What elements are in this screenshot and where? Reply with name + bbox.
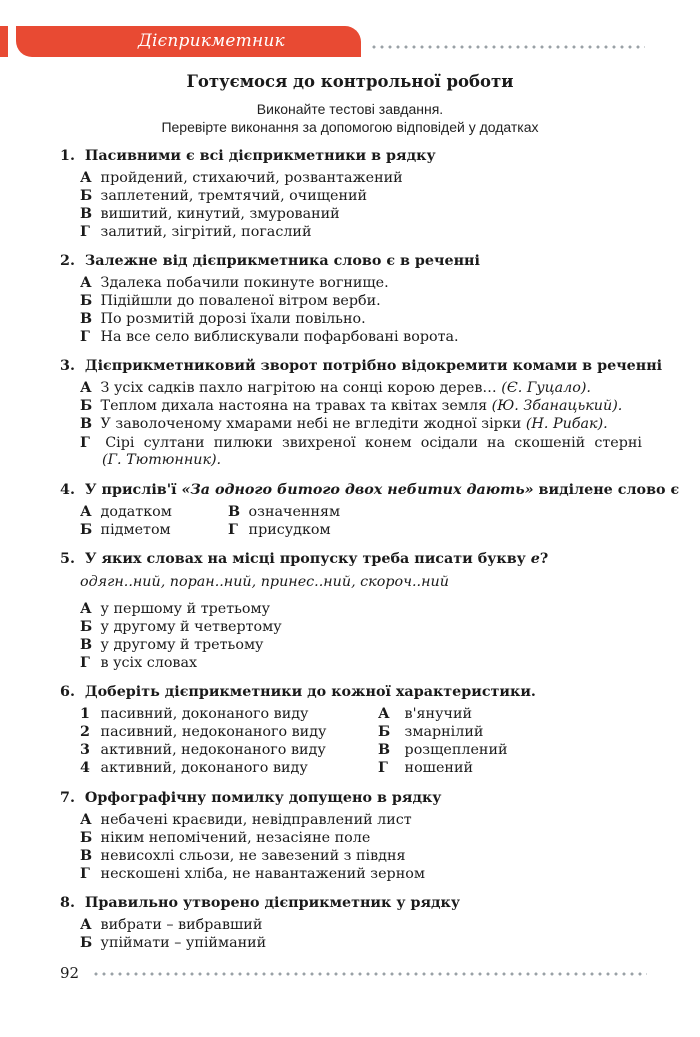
question-2: 2. Залежне від дієприкметника слово є в реченні xyxy=(60,253,480,269)
answer-option: Б Підійшли до поваленої вітром верби. xyxy=(80,293,381,309)
instruction-line: Виконайте тестові завдання. xyxy=(256,101,444,117)
footer-dotted-line xyxy=(92,972,647,976)
answer-option: В По розмитій дорозі їхали повільно. xyxy=(80,311,366,327)
question-5: 5. У яких словах на місці пропуску треба писати букву е? xyxy=(60,551,549,567)
answer-option: А небачені краєвиди, невідправлений лист xyxy=(80,812,412,828)
answer-option: Б заплетений, тремтячий, очищений xyxy=(80,188,368,204)
answer-option: В означенням xyxy=(228,504,341,520)
answer-option: Г ношений xyxy=(378,760,474,776)
characteristic-item: 1 пасивний, доконаного виду xyxy=(80,706,309,722)
question-7: 7. Орфографічну помилку допущено в рядку xyxy=(60,790,442,806)
header-dotted-line xyxy=(370,45,645,49)
answer-option: Г в усіх словах xyxy=(80,655,198,671)
question-4: 4. У прислів'ї «За одного битого двох небитих дають» виділене слово є xyxy=(60,482,680,498)
answer-option: А Здалека побачили покинуте вогнище. xyxy=(80,275,389,291)
answer-option: Б змарнілий xyxy=(378,724,484,740)
answer-option: Б підметом xyxy=(80,522,171,538)
answer-option: В У заволоченому хмарами небі не вгледіти жодної зірки (Н. Рибак). xyxy=(80,416,608,432)
question-6: 6. Доберіть дієприкметники до кожної характеристики. xyxy=(60,684,536,700)
answer-option: Г присудком xyxy=(228,522,331,538)
word-list: одягн..ний, поран..ний, принес..ний, скороч..ний xyxy=(80,574,449,590)
section-title: Дієприкметник xyxy=(138,31,285,51)
answer-option: А вибрати – вибравший xyxy=(80,917,263,933)
answer-option: Б Теплом дихала настояна на травах та квітах земля (Ю. Збанацький). xyxy=(80,398,623,414)
answer-option: Г Сірі султани пилюки звихреної конем осідали на скошеній стерні xyxy=(80,435,643,451)
characteristic-item: 3 активний, недоконаного виду xyxy=(80,742,326,758)
answer-option: В невисохлі сльози, не завезений з півдня xyxy=(80,848,406,864)
author-citation: (Г. Тютюнник). xyxy=(102,452,222,468)
answer-option: А пройдений, стихаючий, розвантажений xyxy=(80,170,403,186)
question-3: 3. Дієприкметниковий зворот потрібно відокремити комами в реченні xyxy=(60,358,663,374)
question-8: 8. Правильно утворено дієприкметник у рядку xyxy=(60,895,461,911)
question-1: 1. Пасивними є всі дієприкметники в рядку xyxy=(60,148,436,164)
answer-option: А З усіх садків пахло нагрітою на сонці корою дерев… (Є. Гуцало). xyxy=(80,380,591,396)
answer-option: Г нескошені хліба, не навантажений зерном xyxy=(80,866,425,882)
page-number: 92 xyxy=(60,964,80,982)
characteristic-item: 2 пасивний, недоконаного виду xyxy=(80,724,327,740)
answer-option: А у першому й третьому xyxy=(80,601,271,617)
answer-option: Б ніким непомічений, незасіяне поле xyxy=(80,830,371,846)
characteristic-item: 4 активний, доконаного виду xyxy=(80,760,308,776)
answer-option: Г На все село виблискували пофарбовані ворота. xyxy=(80,329,459,345)
answer-option: Б у другому й четвертому xyxy=(80,619,282,635)
header-accent-strip xyxy=(0,26,8,57)
answer-option: В вишитий, кинутий, змурований xyxy=(80,206,340,222)
answer-option: В у другому й третьому xyxy=(80,637,264,653)
answer-option: А додатком xyxy=(80,504,172,520)
answer-option: Б упіймати – упійманий xyxy=(80,935,267,951)
page-title: Готуємося до контрольної роботи xyxy=(186,72,514,91)
instruction-line: Перевірте виконання за допомогою відповідей у додатках xyxy=(161,119,539,135)
answer-option: В розщеплений xyxy=(378,742,508,758)
answer-option: Г залитий, зігрітий, погаслий xyxy=(80,224,312,240)
answer-option: А в'янучий xyxy=(378,706,472,722)
